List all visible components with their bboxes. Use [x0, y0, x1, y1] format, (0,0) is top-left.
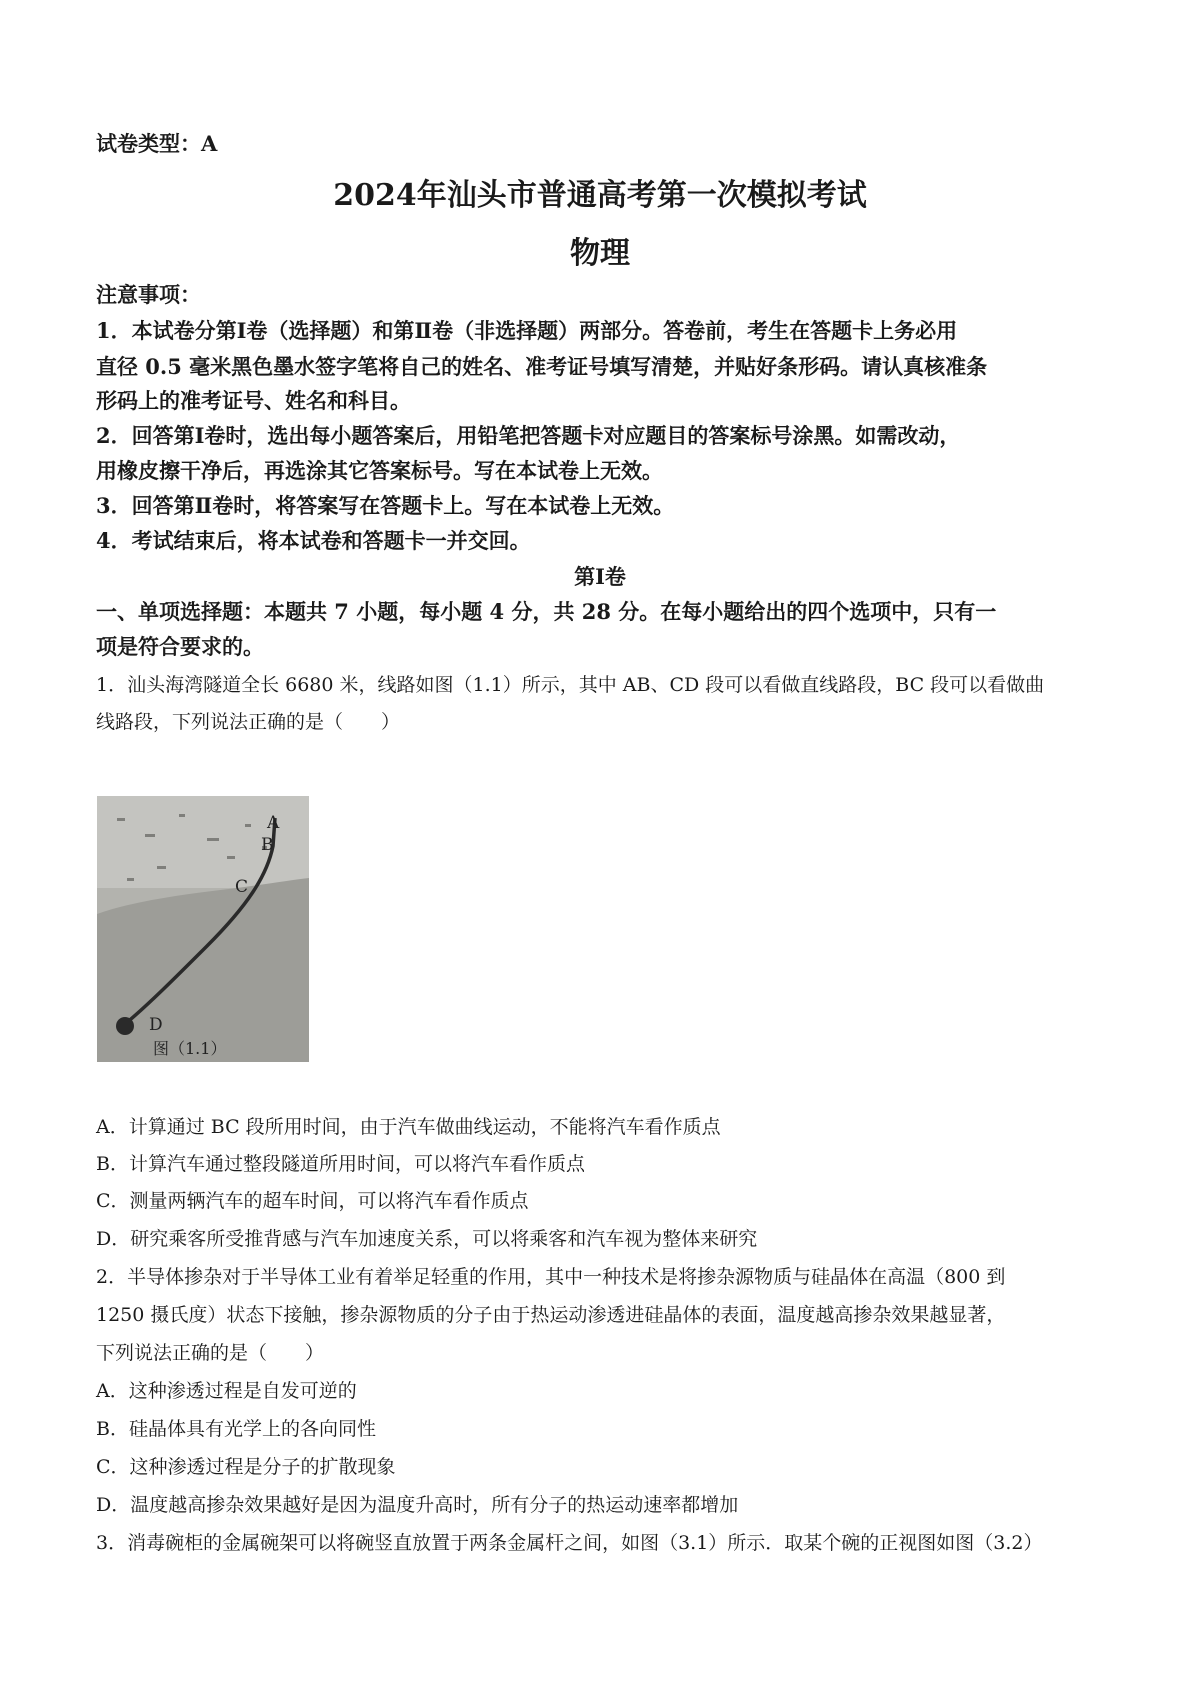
q1-option-b: B．计算汽车通过整段隧道所用时间，可以将汽车看作质点 [96, 1153, 585, 1175]
q2-option-b: B．硅晶体具有光学上的各向同性 [96, 1418, 376, 1440]
q2-stem: 下列说法正确的是（ ） [96, 1342, 325, 1364]
notes-line: 1．本试卷分第Ⅰ卷（选择题）和第Ⅱ卷（非选择题）两部分。答卷前，考生在答题卡上务必用 [96, 318, 958, 343]
q1-stem: 线路段，下列说法正确的是（ ） [96, 711, 401, 733]
notes-line: 用橡皮擦干净后，再选涂其它答案标号。写在本试卷上无效。 [96, 458, 663, 483]
q1-stem: 1．汕头海湾隧道全长 6680 米，线路如图（1.1）所示，其中 AB、CD 段可以看做直线路段，BC 段可以看做曲 [96, 674, 1045, 696]
figure-caption: 图（1.1） [153, 1039, 227, 1058]
exam-title: 2024年汕头市普通高考第一次模拟考试 [333, 178, 867, 213]
point-label-b: B [261, 835, 274, 855]
point-label-c: C [235, 877, 249, 897]
point-label-d: D [149, 1015, 163, 1035]
q2-stem: 1250 摄氏度）状态下接触，掺杂源物质的分子由于热运动渗透进硅晶体的表面，温度越高掺杂效果越显著， [96, 1304, 1006, 1326]
part-heading: 一、单项选择题：本题共 7 小题，每小题 4 分，共 28 分。在每小题给出的四个选项中，只有一 [96, 599, 997, 624]
paper-type: 试卷类型：A [96, 131, 218, 156]
tunnel-end-marker [116, 1017, 134, 1035]
tunnel-route-figure [97, 796, 309, 1062]
q3-stem: 3．消毒碗柜的金属碗架可以将碗竖直放置于两条金属杆之间，如图（3.1）所示．取某个碗的正视图如图（3.2） [96, 1532, 1043, 1554]
notes-line: 直径 0.5 毫米黑色墨水签字笔将自己的姓名、准考证号填写清楚，并贴好条形码。请认真核准条 [96, 354, 988, 379]
notes-line: 4．考试结束后，将本试卷和答题卡一并交回。 [96, 528, 531, 553]
q1-option-d: D．研究乘客所受推背感与汽车加速度关系，可以将乘客和汽车视为整体来研究 [96, 1228, 758, 1250]
q1-option-a: A．计算通过 BC 段所用时间，由于汽车做曲线运动，不能将汽车看作质点 [96, 1116, 721, 1138]
q2-option-d: D．温度越高掺杂效果越好是因为温度升高时，所有分子的热运动速率都增加 [96, 1494, 739, 1516]
volume-heading: 第Ⅰ卷 [574, 564, 626, 589]
q2-stem: 2．半导体掺杂对于半导体工业有着举足轻重的作用，其中一种技术是将掺杂源物质与硅晶体在高温（800 到 [96, 1266, 1006, 1288]
point-label-a: A [267, 813, 280, 833]
notes-line: 2．回答第Ⅰ卷时，选出每小题答案后，用铅笔把答题卡对应题目的答案标号涂黑。如需改动， [96, 423, 961, 448]
notes-line: 3．回答第Ⅱ卷时，将答案写在答题卡上。写在本试卷上无效。 [96, 493, 675, 518]
subject-title: 物理 [570, 236, 630, 271]
q1-option-c: C．测量两辆汽车的超车时间，可以将汽车看作质点 [96, 1190, 529, 1212]
notes-line: 形码上的准考证号、姓名和科目。 [96, 388, 411, 413]
q2-option-a: A．这种渗透过程是自发可逆的 [96, 1380, 357, 1402]
notes-heading: 注意事项： [96, 282, 201, 307]
part-heading: 项是符合要求的。 [96, 634, 264, 659]
q2-option-c: C．这种渗透过程是分子的扩散现象 [96, 1456, 396, 1478]
